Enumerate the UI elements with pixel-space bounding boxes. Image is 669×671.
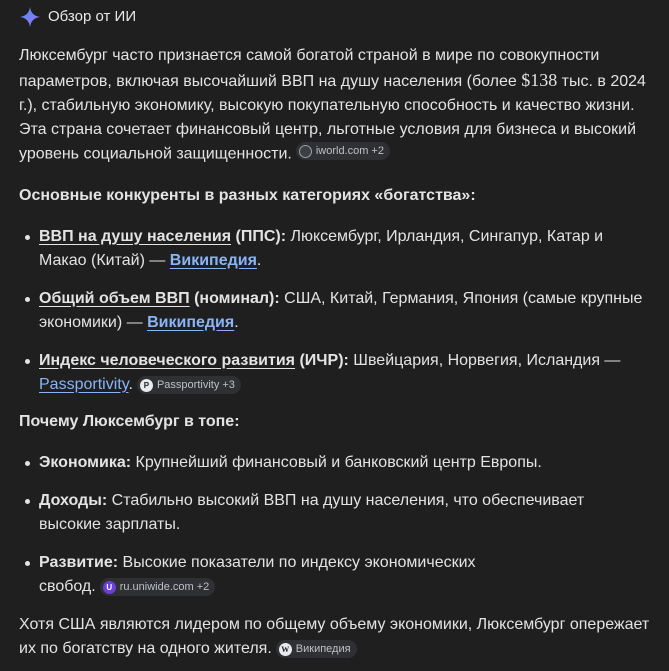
list-item-qualifier: (ППС):	[231, 227, 287, 245]
uniwide-logo-icon: U	[103, 581, 116, 594]
intro-text-1: Люксембург часто признается самой богатой страной в мире по совокупности параметров, включая высочайший ВВП на душу населения (более	[19, 47, 600, 90]
outro-paragraph	[19, 613, 650, 661]
source-chip-more: +2	[196, 581, 210, 593]
list-item	[39, 349, 650, 397]
list-item	[39, 551, 650, 599]
list-item-term: Развитие:	[39, 553, 119, 571]
list-item-qualifier: (номинал):	[189, 289, 280, 307]
list-item-end: .	[128, 375, 133, 393]
list-item-text: Люксембург, Ирландия, Сингапур, Катар и Макао (Китай) —	[39, 227, 604, 269]
competitors-heading: Основные конкуренты в разных категориях «богатства»:	[19, 186, 476, 204]
list-item	[39, 489, 650, 537]
list-item-end: .	[234, 313, 239, 331]
source-chip-label: Википедия	[295, 643, 351, 655]
list-item-term: Доходы:	[39, 491, 108, 509]
ai-overview-title: Обзор от ИИ	[48, 8, 137, 25]
list-item-term: Экономика:	[39, 453, 132, 471]
wikipedia-link[interactable]: Википедия	[147, 313, 235, 331]
reasons-heading: Почему Люксембург в топе:	[19, 412, 240, 430]
reasons-list	[19, 451, 650, 599]
globe-icon	[299, 145, 312, 158]
wikipedia-link[interactable]: Википедия	[169, 251, 257, 269]
source-chip-label: Passportivity	[156, 379, 220, 391]
intro-amount: $138	[521, 70, 558, 90]
list-item-term: Общий объем ВВП	[39, 289, 190, 307]
list-item-text: США, Китай, Германия, Япония (самые крупные экономики) —	[39, 289, 643, 331]
list-item-text: Стабильно высокий ВВП на душу населения, что обеспечивает высокие зарплаты.	[39, 491, 585, 533]
list-item	[39, 287, 650, 335]
list-item-end: .	[256, 251, 262, 269]
source-chip-more: +2	[371, 145, 384, 157]
gemini-sparkle-icon	[19, 6, 41, 28]
intro-paragraph	[19, 44, 650, 167]
competitors-list	[19, 225, 650, 397]
wikipedia-logo-icon: W	[279, 643, 292, 656]
list-item-term: ВВП на душу населения	[39, 227, 232, 245]
list-item-text: Крупнейший финансовый и банковский центр Европы.	[131, 453, 542, 471]
outro-text: Хотя США являются лидером по общему объему экономики, Люксембург опережает их по богатству на одного жителя.	[19, 615, 650, 657]
list-item-text: Высокие показатели по индексу экономических свобод.	[39, 553, 476, 595]
ai-overview-header	[19, 0, 650, 34]
list-item-qualifier: (ИЧР):	[295, 351, 349, 369]
passportivity-logo-icon: P	[140, 379, 153, 392]
list-item	[39, 451, 650, 475]
source-chip-wikipedia[interactable]	[276, 640, 357, 658]
source-chip-passportivity[interactable]	[137, 376, 241, 394]
list-item-term: Индекс человеческого развития	[39, 351, 296, 369]
source-chip-label: iworld.com	[315, 145, 369, 157]
source-chip-more: +3	[222, 379, 235, 391]
passportivity-link[interactable]: Passportivity	[39, 375, 129, 393]
source-chip-iworld[interactable]	[296, 142, 390, 160]
list-item	[39, 225, 650, 273]
source-chip-uniwide[interactable]	[100, 578, 216, 596]
intro-text-2: тыс. в 2024 г.), стабильную экономику, высокую покупательную способность и качество жизни. Эта страна сочетает финансовый центр, льготные условия для бизнеса и высокий уровень социальной защищенности.	[19, 73, 646, 163]
source-chip-label: ru.uniwide.com	[119, 581, 194, 593]
list-item-text: Швейцария, Норвегия, Исландия —	[348, 351, 621, 369]
